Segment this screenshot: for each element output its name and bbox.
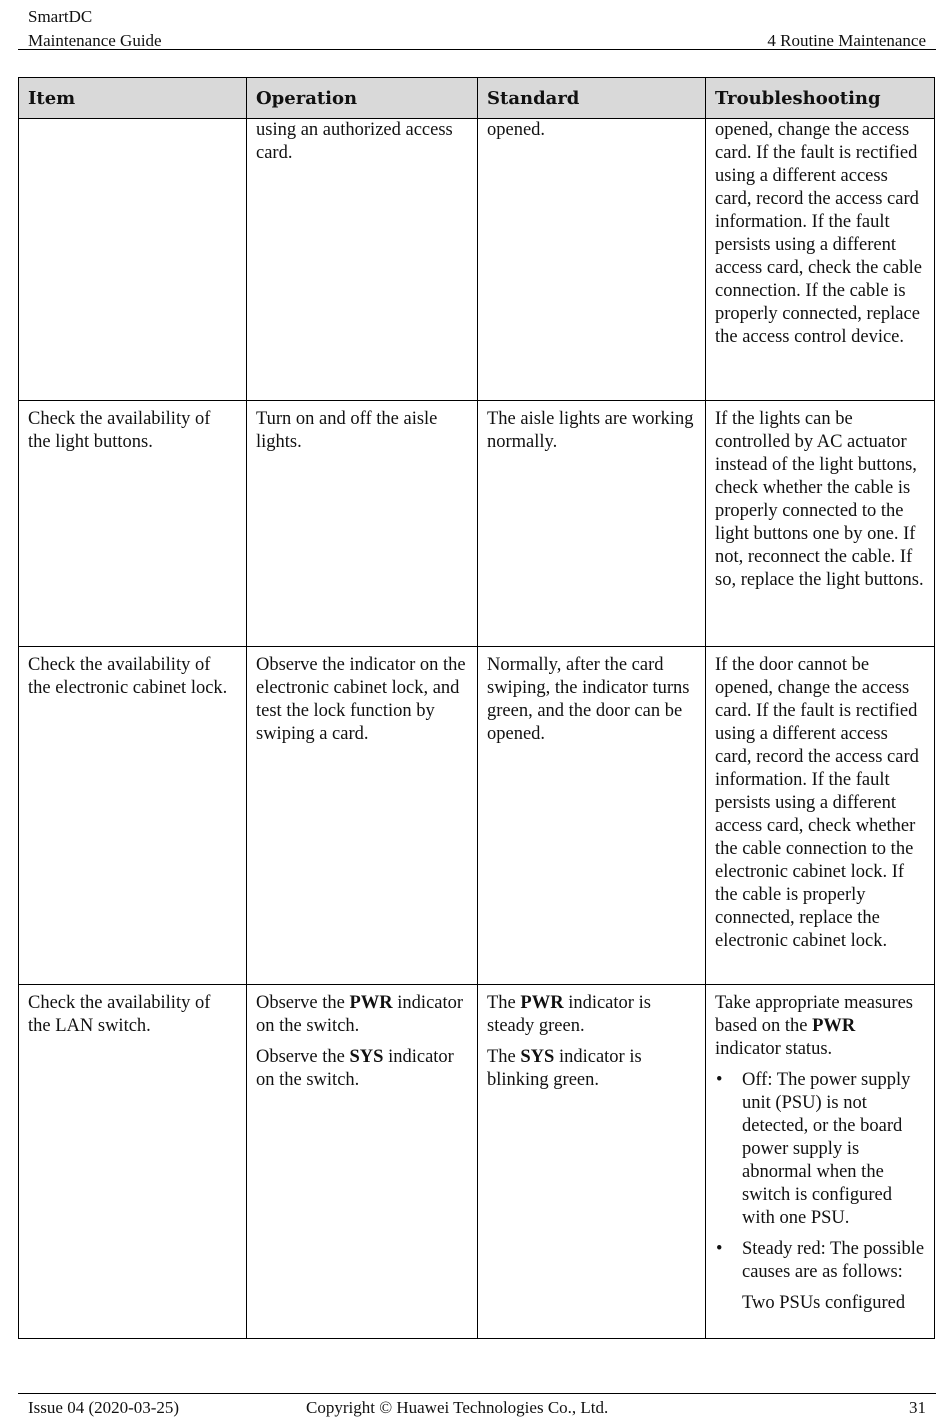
footer-rule	[18, 1393, 936, 1394]
maintenance-table	[18, 77, 935, 1339]
column-header-item: Item	[19, 78, 247, 119]
table-header-row	[19, 78, 935, 119]
page-number: 31	[909, 1398, 926, 1417]
cell-standard: The aisle lights are working normally.	[478, 401, 706, 647]
page-footer	[28, 1397, 926, 1419]
text: indicator is steady green.	[487, 993, 651, 1036]
cell-operation: using an authorized access card.	[247, 119, 478, 401]
standard-pwr-line	[487, 992, 696, 1038]
text: The	[487, 993, 521, 1013]
cell-standard	[478, 985, 706, 1339]
bullet-text: Steady red: The possible causes are as follows:	[742, 1239, 925, 1282]
column-header-troubleshooting: Troubleshooting	[706, 78, 935, 119]
text: Observe the	[256, 993, 350, 1013]
bullet-icon: •	[716, 1070, 723, 1090]
cell-operation: Observe the indicator on the electronic cabinet lock, and test the lock function by swiping a card.	[247, 647, 478, 985]
sys-label: SYS	[520, 1047, 555, 1067]
cell-troubleshooting: If the lights can be controlled by AC actuator instead of the light buttons, check whether the cable is properly connected to the light buttons one by one. If not, reconnect the cable. If so, replace the light buttons.	[706, 401, 935, 647]
continuation-text: Two PSUs configured	[742, 1293, 906, 1313]
table-row	[19, 647, 935, 985]
header-product: SmartDC	[28, 7, 93, 26]
page-header	[28, 5, 926, 53]
cell-troubleshooting: opened, change the access card. If the fault is rectified using a different access card, record the access card information. If the fault persists using a different access card, check the cable connection. If the cable is properly connected, replace the access control device.	[706, 119, 935, 401]
cell-troubleshooting	[706, 985, 935, 1339]
column-header-standard: Standard	[478, 78, 706, 119]
text: indicator on the switch.	[256, 1047, 454, 1090]
cell-item: Check the availability of the light buttons.	[19, 401, 247, 647]
text: Take appropriate measures based on the	[715, 993, 913, 1036]
bullet-text: Off: The power supply unit (PSU) is not detected, or the board power supply is abnormal when the switch is configured with one PSU.	[742, 1070, 911, 1228]
header-doc-title: Maintenance Guide	[28, 31, 162, 50]
operation-sys-line	[256, 1046, 468, 1092]
text: indicator is blinking green.	[487, 1047, 642, 1090]
sys-label: SYS	[349, 1047, 384, 1067]
cell-item	[19, 119, 247, 401]
cell-item: Check the availability of the electronic cabinet lock.	[19, 647, 247, 985]
cell-operation: Turn on and off the aisle lights.	[247, 401, 478, 647]
footer-copyright: Copyright © Huawei Technologies Co., Ltd.	[306, 1398, 609, 1417]
column-header-operation: Operation	[247, 78, 478, 119]
bullet-icon: •	[716, 1239, 723, 1259]
text: Observe the	[256, 1047, 350, 1067]
pwr-label: PWR	[812, 1016, 856, 1036]
pwr-label: PWR	[349, 993, 393, 1013]
text: indicator on the switch.	[256, 993, 464, 1036]
cell-standard: opened.	[478, 119, 706, 401]
text: The	[487, 1047, 521, 1067]
header-rule	[18, 49, 936, 50]
standard-sys-line	[487, 1046, 696, 1092]
cell-operation	[247, 985, 478, 1339]
text: indicator status.	[715, 1039, 833, 1059]
table-row	[19, 401, 935, 647]
header-chapter: 4 Routine Maintenance	[767, 31, 926, 50]
cell-troubleshooting: If the door cannot be opened, change the access card. If the fault is rectified using a different access card, record the access card information. If the fault persists using a different access card, check whether the cable connection to the electronic cabinet lock. If the cable is properly connected, replace the electronic cabinet lock.	[706, 647, 935, 985]
table-row	[19, 119, 935, 401]
operation-pwr-line	[256, 992, 468, 1038]
list-item	[715, 1238, 925, 1284]
pwr-label: PWR	[520, 993, 564, 1013]
list-item	[715, 1069, 925, 1230]
troubleshooting-intro	[715, 992, 925, 1061]
cell-item: Check the availability of the LAN switch.	[19, 985, 247, 1339]
cell-standard: Normally, after the card swiping, the indicator turns green, and the door can be opened.	[478, 647, 706, 985]
table-row	[19, 985, 935, 1339]
troubleshooting-bullet-list	[715, 1069, 925, 1284]
footer-issue: Issue 04 (2020-03-25)	[28, 1398, 180, 1417]
